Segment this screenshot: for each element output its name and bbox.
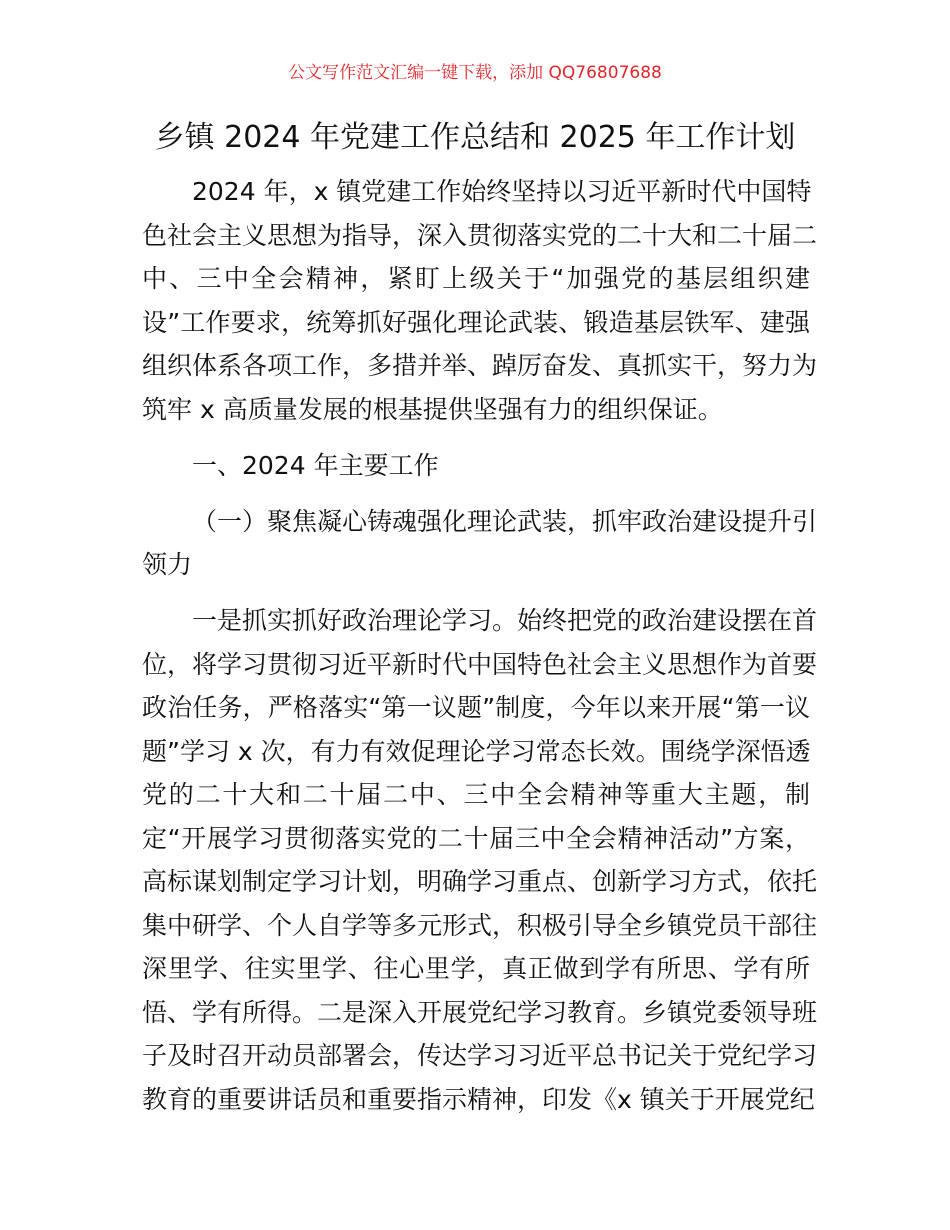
intro-paragraph (142, 170, 818, 431)
subsection-heading (142, 500, 818, 587)
heading-line: 一、2024 年主要工作 (192, 450, 439, 480)
text-line: 党的二十大和二十届二中、三中全会精神等重大主题，制 (142, 780, 810, 809)
text-line: 筑牢 x 高质量发展的根基提供坚强有力的组织保证。 (142, 394, 723, 424)
text-line: 政治任务，严格落实“第一议题”制度，今年以来开展“第一议 (142, 693, 810, 722)
section-heading (142, 444, 810, 488)
text-line: 设”工作要求，统筹抓好强化理论武装、锻造基层铁军、建强 (142, 307, 810, 337)
text-line: 深里学、往实里学、往心里学，真正做到学有所思、学有所 (142, 954, 810, 983)
text-line: 2024 年，x 镇党建工作始终坚持以习近平新时代中国特 (192, 177, 812, 206)
document-title: 乡镇 2024 年党建工作总结和 2025 年工作计划 (154, 120, 796, 155)
watermark-download-notice: 公文写作范文汇编一键下载，添加 QQ76807688 (288, 63, 662, 83)
text-line: 集中研学、个人自学等多元形式，积极引导全乡镇党员干部往 (142, 910, 818, 940)
text-line: 悟、学有所得。二是深入开展党纪学习教育。乡镇党委领导班 (142, 997, 818, 1027)
document-body (142, 170, 818, 1134)
text-line: 子及时召开动员部署会，传达学习习近平总书记关于党纪学习 (142, 1041, 818, 1070)
text-line: 中、三中全会精神，紧盯上级关于“加强党的基层组织建 (142, 264, 810, 293)
body-paragraph (142, 599, 818, 1121)
text-line: 色社会主义思想为指导，深入贯彻落实党的二十大和二十届二 (142, 220, 818, 250)
text-line: 定“开展学习贯彻落实党的二十届三中全会精神活动”方案， (142, 823, 810, 853)
text-line: 一是抓实抓好政治理论学习。始终把党的政治建设摆在首 (192, 606, 818, 635)
text-line: 高标谋划制定学习计划，明确学习重点、创新学习方式，依托 (142, 867, 818, 896)
text-line: 组织体系各项工作，多措并举、踔厉奋发、真抓实干，努力为 (142, 351, 818, 380)
text-line: 题”学习 x 次，有力有效促理论学习常态长效。围绕学深悟透 (142, 736, 811, 766)
heading-line: （一）聚焦凝心铸魂强化理论武装，抓牢政治建设提升引 (192, 506, 818, 536)
heading-line: 领力 (142, 550, 193, 579)
text-line: 位，将学习贯彻习近平新时代中国特色社会主义思想作为首要 (142, 649, 818, 679)
text-line: 教育的重要讲话员和重要指示精神，印发《x 镇关于开展党纪 (142, 1084, 815, 1114)
